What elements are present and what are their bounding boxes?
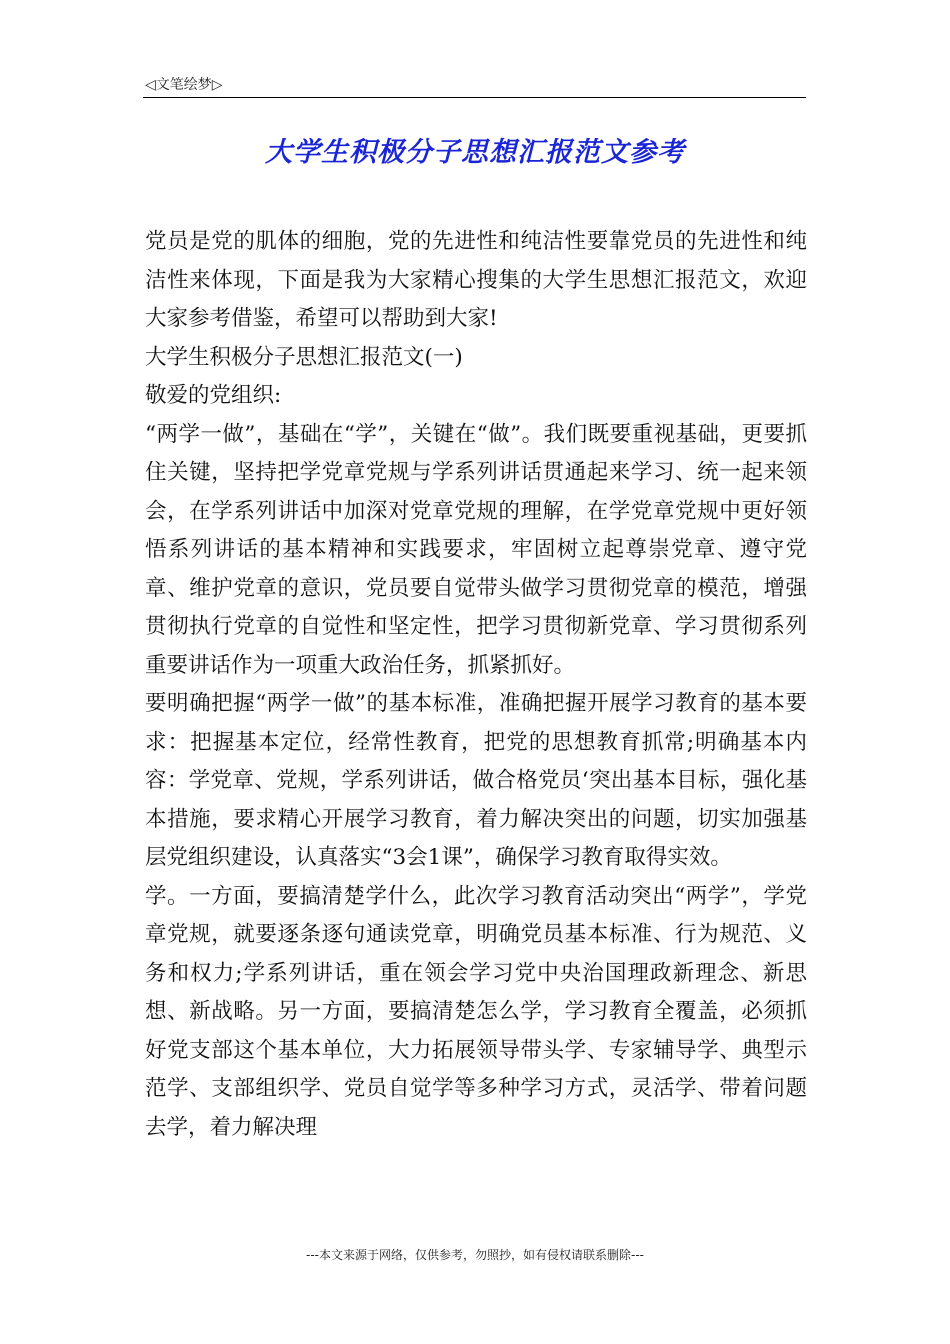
page-header: ◁文笔绘梦▷: [145, 77, 223, 93]
document-title: 大学生积极分子思想汇报范文参考: [265, 137, 685, 168]
page-footer: ---本文来源于网络，仅供参考，勿照抄，如有侵权请联系删除---: [306, 1248, 644, 1262]
paragraph: 学。一方面，要搞清楚学什么，此次学习教育活动突出“两学”，学党章党规，就要逐条逐句通读党章，明确党员基本标准、行为规范、义务和权力;学系列讲话，重在领会学习党中央治国理政新理念、新思想、新战略。另一方面，要搞清楚怎么学，学习教育全覆盖，必须抓好党支部这个基本单位，大力拓展领导带头学、专家辅导学、典型示范学、支部组织学、党员自觉学等多种学习方式，灵活学、带着问题去学，着力解决理: [145, 883, 807, 1140]
section-heading: 大学生积极分子思想汇报范文(一): [145, 344, 463, 370]
header-divider: [143, 97, 806, 98]
paragraph-intro: 党员是党的肌体的细胞，党的先进性和纯洁性要靠党员的先进性和纯洁性来体现，下面是我为大家精心搜集的大学生思想汇报范文，欢迎大家参考借鉴，希望可以帮助到大家!: [145, 229, 807, 331]
salutation: 敬爱的党组织:: [145, 383, 282, 408]
paragraph: 要明确把握“两学一做”的基本标准，准确把握开展学习教育的基本要求：把握基本定位，经常性教育，把党的思想教育抓常;明确基本内容：学党章、党规，学系列讲话，做合格党员‘突出基本目标，强化基本措施，要求精心开展学习教育，着力解决突出的问题，切实加强基层党组织建设，认真落实“3会1课”，确保学习教育取得实效。: [145, 691, 807, 870]
paragraph: “两学一做”，基础在“学”，关键在“做”。我们既要重视基础，更要抓住关键，坚持把学党章党规与学系列讲话贯通起来学习、统一起来领会，在学系列讲话中加深对党章党规的理解，在学党章党规中更好领悟系列讲话的基本精神和实践要求，牢固树立起尊崇党章、遵守党章、维护党章的意识，党员要自觉带头做学习贯彻党章的模范，增强贯彻执行党章的自觉性和坚定性，把学习贯彻新党章、学习贯彻系列重要讲话作为一项重大政治任务，抓紧抓好。: [145, 421, 807, 678]
document-body: [145, 223, 807, 1147]
